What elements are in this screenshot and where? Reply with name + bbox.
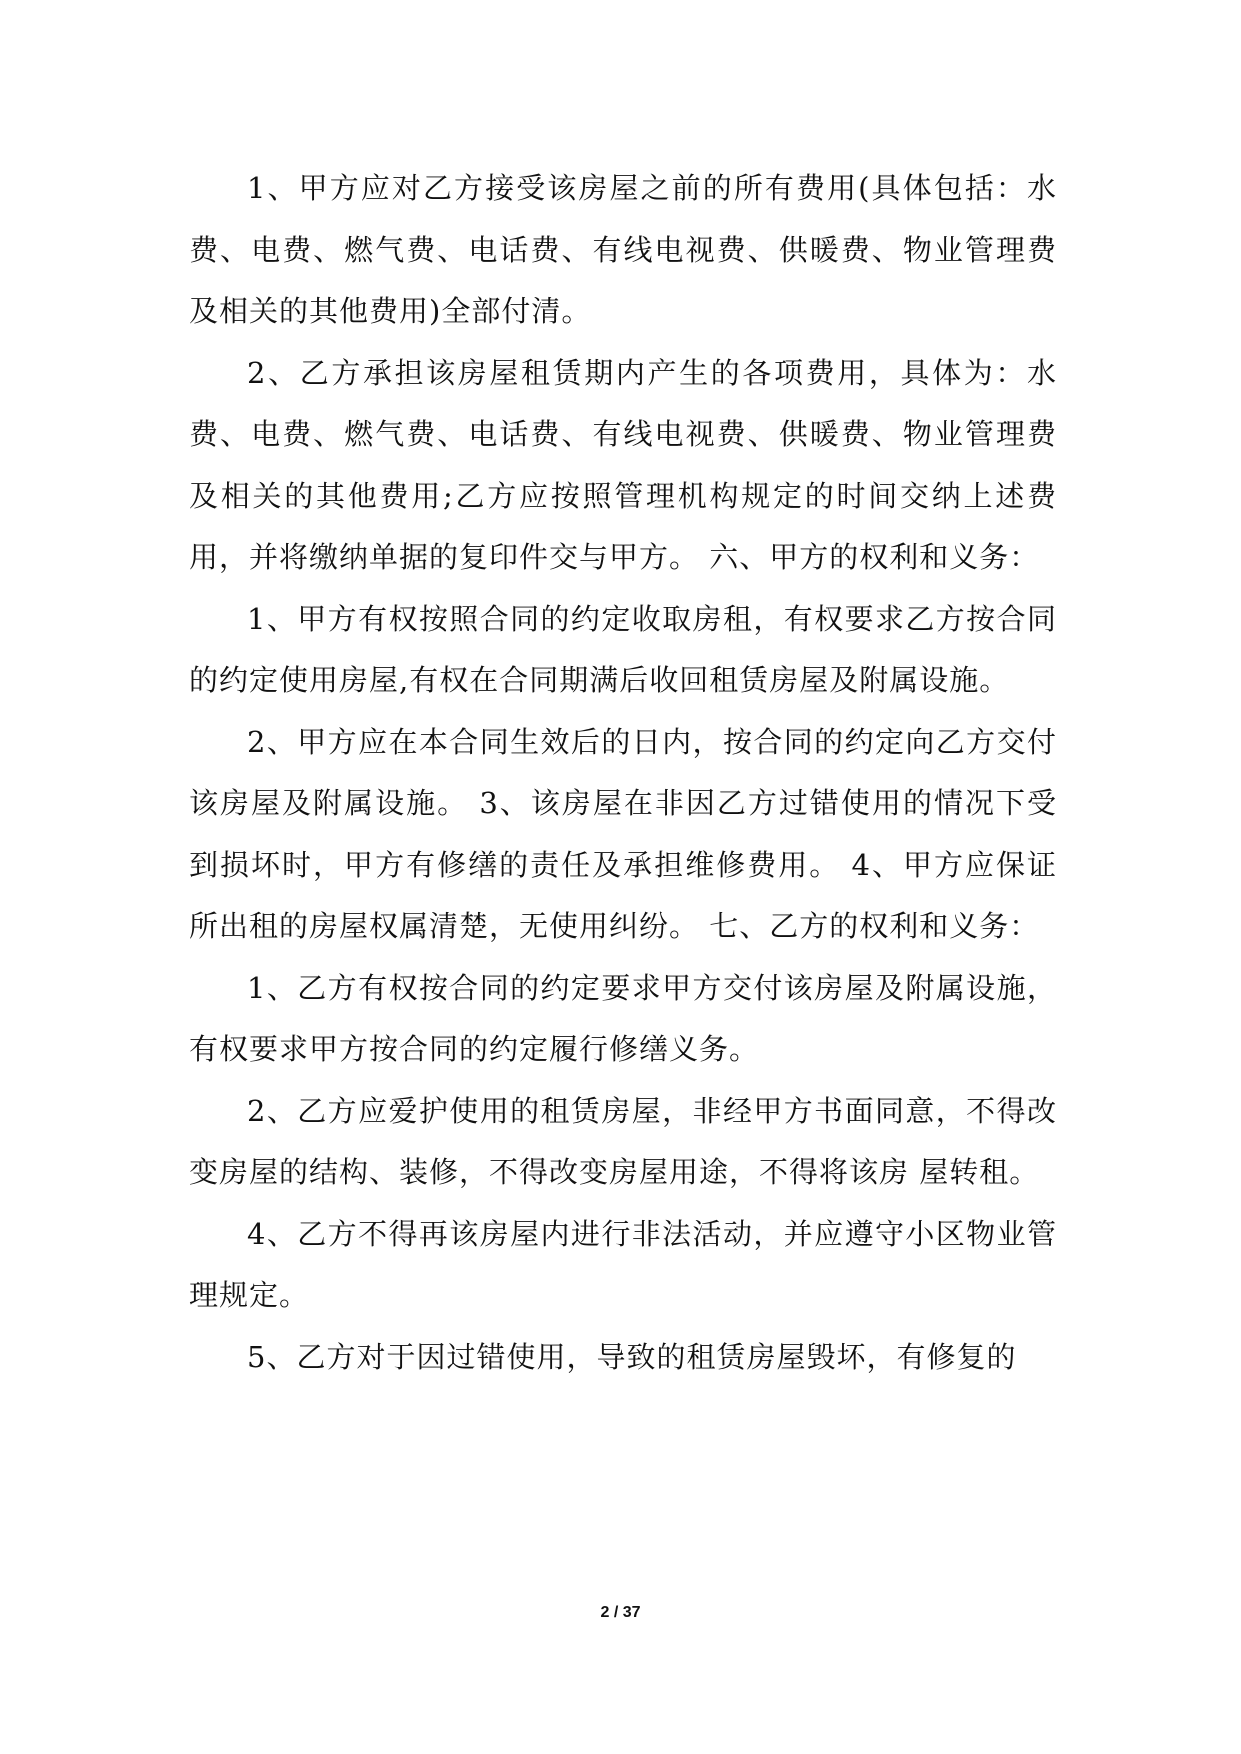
paragraph: 5、乙方对于因过错使用，导致的租赁房屋毁坏，有修复的: [247, 1339, 1017, 1374]
paragraph: 1、甲方有权按照合同的约定收取房租，有权要求乙方按合同的约定使用房屋,有权在合同期满后收回租赁房屋及附属设施。: [189, 601, 1057, 697]
paragraph: 2、乙方应爱护使用的租赁房屋，非经甲方书面同意，不得改变房屋的结构、装修，不得改变房屋用途，不得将该房 屋转租。: [189, 1093, 1057, 1189]
paragraph: 1、甲方应对乙方接受该房屋之前的所有费用(具体包括：水费、电费、燃气费、电话费、有线电视费、供暖费、物业管理费及相关的其他费用)全部付清。: [189, 171, 1057, 328]
paragraph: 1、乙方有权按合同的约定要求甲方交付该房屋及附属设施，有权要求甲方按合同的约定履行修缮义务。: [189, 970, 1057, 1066]
paragraph: 2、甲方应在本合同生效后的日内，按合同的约定向乙方交付该房屋及附属设施。 3、该房屋在非因乙方过错使用的情况下受到损坏时，甲方有修缮的责任及承担维修费用。 4、甲方应保证所出租的房屋权属清楚，无使用纠纷。 七、乙方的权利和义务：: [189, 724, 1057, 943]
document-body: [189, 158, 1057, 1388]
paragraph: 4、乙方不得再该房屋内进行非法活动，并应遵守小区物业管理规定。: [189, 1216, 1057, 1312]
page-number: 2 / 37: [600, 1604, 641, 1621]
paragraph: 2、乙方承担该房屋租赁期内产生的各项费用，具体为：水费、电费、燃气费、电话费、有线电视费、供暖费、物业管理费及相关的其他费用;乙方应按照管理机构规定的时间交纳上述费用，并将缴纳单据的复印件交与甲方。 六、甲方的权利和义务：: [189, 355, 1057, 574]
